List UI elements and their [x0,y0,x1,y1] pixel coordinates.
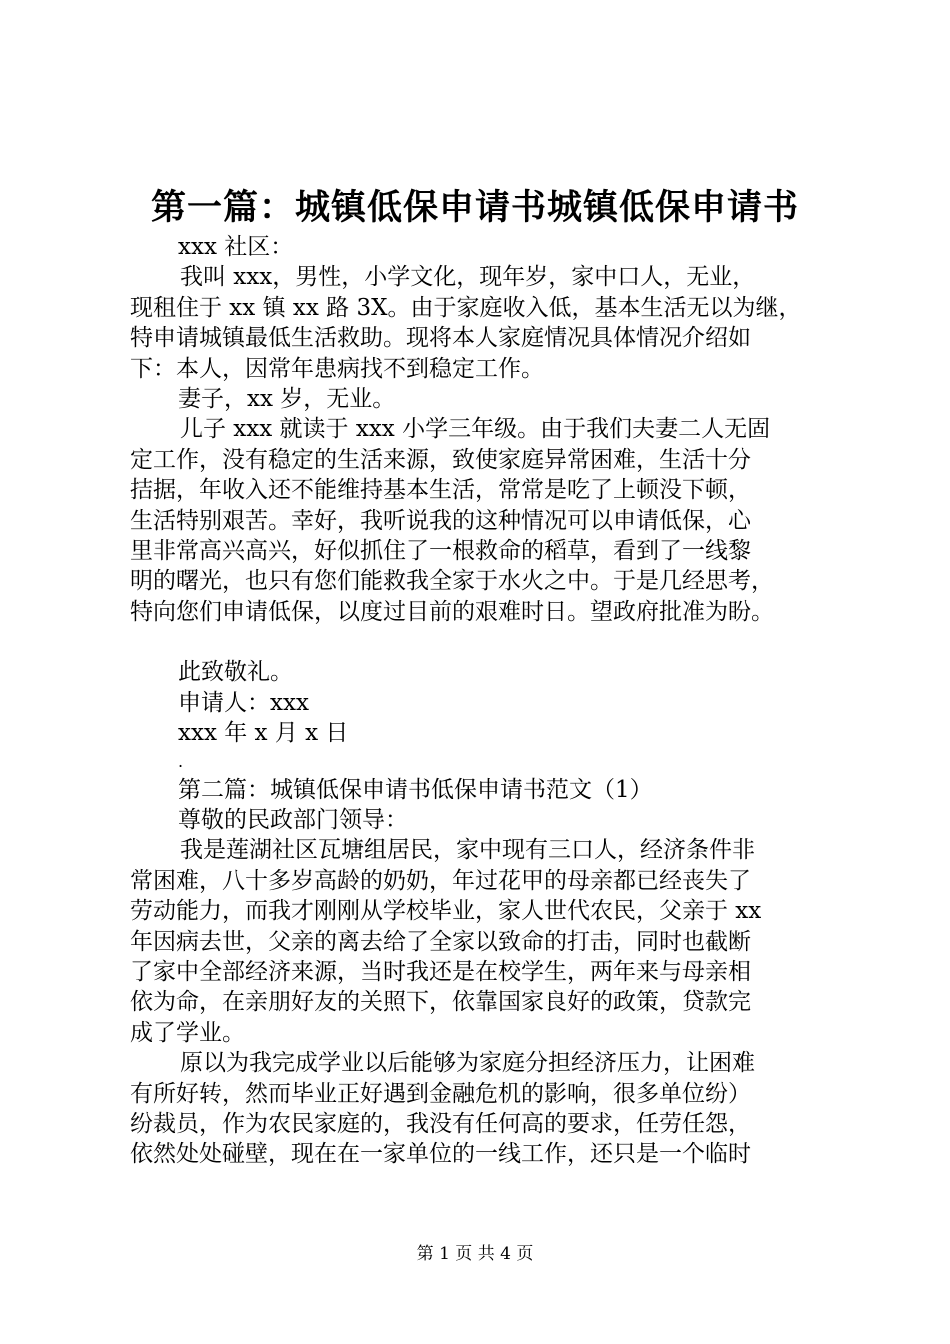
paragraph-line: 劳动能力，而我才刚刚从学校毕业，家人世代农民，父亲于 xx [130,898,762,925]
separator-dot: . [178,751,184,771]
paragraph-line: 原以为我完成学业以后能够为家庭分担经济压力，让困难 [180,1050,755,1077]
paragraph-line: 成了学业。 [130,1019,245,1046]
paragraph-line: 儿子 xxx 就读于 xxx 小学三年级。由于我们夫妻二人无固 [180,416,771,443]
paragraph-line: 我叫 xxx，男性，小学文化，现年岁，家中口人，无业， [180,264,756,291]
document-title: 第一篇：城镇低保申请书城镇低保申请书 [150,187,799,228]
paragraph-line: 里非常高兴高兴，好似抓住了一根救命的稻草，看到了一线黎 [130,537,751,564]
date-line: xxx 年 x 月 x 日 [178,720,349,747]
paragraph-line: 我是莲湖社区瓦塘组居民，家中现有三口人，经济条件非 [180,837,755,864]
section-heading: 第二篇：城镇低保申请书低保申请书范文（1） [178,776,653,803]
paragraph-line: 妻子，xx 岁，无业。 [178,385,396,412]
paragraph-line: 依然处处碰壁，现在在一家单位的一线工作，还只是一个临时 [130,1141,751,1168]
paragraph-line: 现租住于 xx 镇 xx 路 3X。由于家庭收入低，基本生活无以为继， [130,294,802,321]
paragraph-line: 特申请城镇最低生活救助。现将本人家庭情况具体情况介绍如 [130,325,751,352]
paragraph-line: 常困难，八十多岁高龄的奶奶，年过花甲的母亲都已经丧失了 [130,867,751,894]
blank-line [130,627,850,657]
paragraph-line: 下：本人，因常年患病找不到稳定工作。 [130,355,544,382]
paragraph-line: 特向您们申请低保，以度过目前的艰难时日。望政府批准为盼。 [130,598,774,625]
paragraph-line: 定工作，没有稳定的生活来源，致使家庭异常困难，生活十分 [130,446,751,473]
paragraph-line: 纷裁员，作为农民家庭的，我没有任何高的要求，任劳任怨， [130,1110,751,1137]
paragraph-line: 拮据，年收入还不能维持基本生活，常常是吃了上顿没下顿， [130,477,751,504]
paragraph-line: 生活特别艰苦。幸好，我听说我的这种情况可以申请低保，心 [130,507,751,534]
paragraph-line: 了家中全部经济来源，当时我还是在校学生，两年来与母亲相 [130,958,751,985]
applicant-line: 申请人：xxx [178,689,309,716]
paragraph-line: 明的曙光，也只有您们能救我全家于水火之中。于是几经思考， [130,568,774,595]
closing-line: 此致敬礼。 [178,659,293,686]
document-body [130,232,850,1170]
paragraph-line: 依为命，在亲朋好友的关照下，依靠国家良好的政策，贷款完 [130,989,751,1016]
salutation: 尊敬的民政部门领导： [178,807,408,834]
paragraph-line: 年因病去世，父亲的离去给了全家以致命的打击，同时也截断 [130,928,751,955]
page-footer: 第 1 页 共 4 页 [416,1244,534,1264]
paragraph-line: 有所好转，然而毕业正好遇到金融危机的影响，很多单位纷） [130,1080,751,1107]
salutation: xxx 社区： [178,234,294,260]
